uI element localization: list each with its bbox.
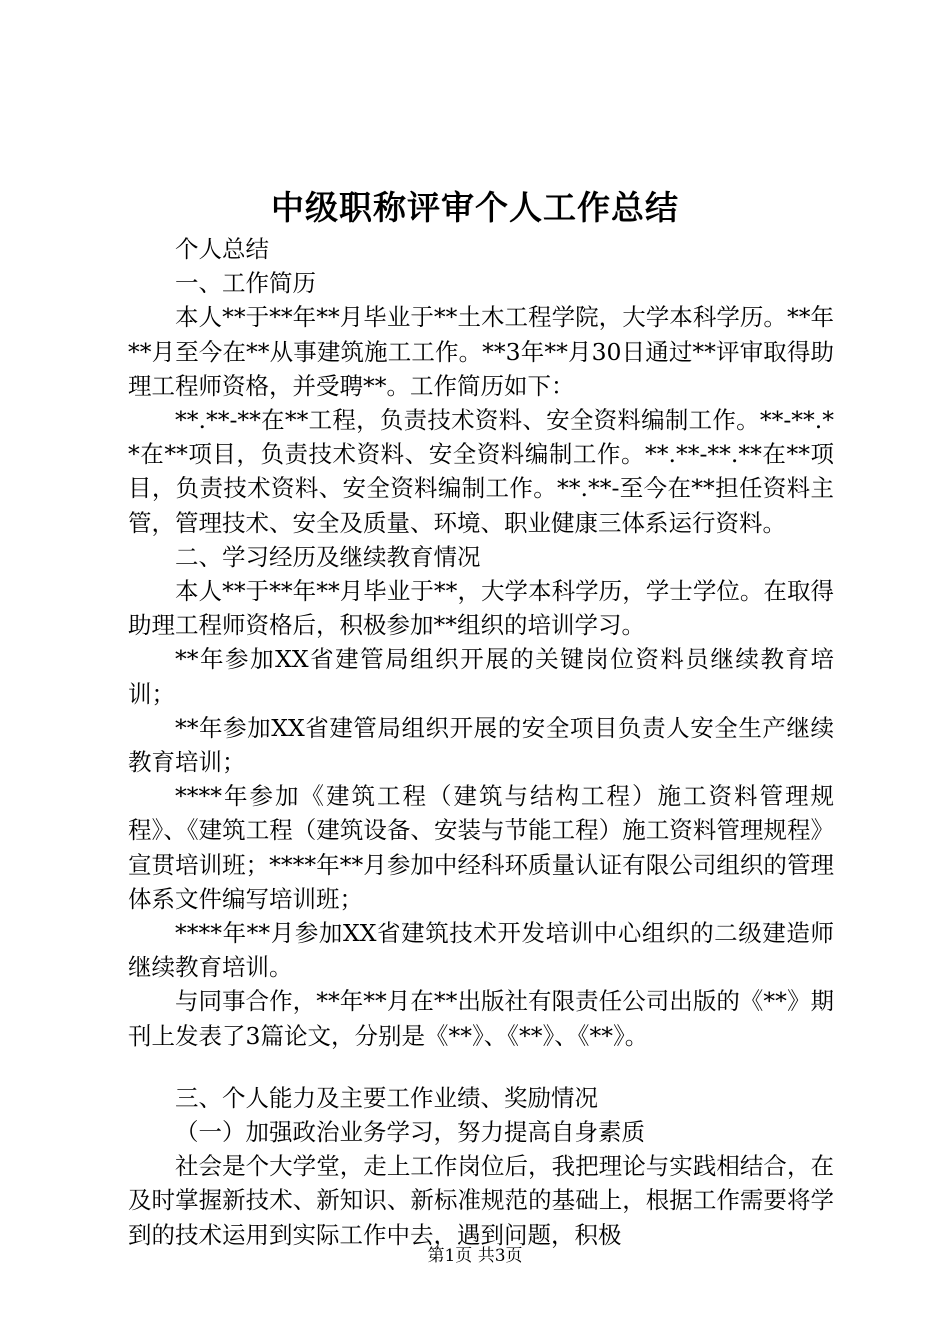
paragraph-work-history-list: **.**-**在**工程，负责技术资料、安全资料编制工作。**-**.**在**项目，负责技术资料、安全资料编制工作。**.**-**.**在**项目，负责技术资料、安全资料编制工作。**.**-至今在**担任资料主管，管理技术、安全及质量、环境、职业健康三体系运行资料。	[128, 406, 834, 537]
paragraph-training-3: ****年参加《建筑工程（建筑与结构工程）施工资料管理规程》、《建筑工程（建筑设备、安装与节能工程）施工资料管理规程》宣贯培训班；****年**月参加中经科环质量认证有限公司组织的管理体系文件编写培训班；	[128, 782, 834, 913]
paragraph-personal-summary: 个人总结	[175, 235, 269, 263]
paragraph-work-intro: 本人**于**年**月毕业于**土木工程学院，大学本科学历。**年**月至今在**从事建筑施工工作。**3年**月30日通过**评审取得助理工程师资格，并受聘**。工作简历如下：	[128, 303, 834, 400]
paragraph-publications: 与同事合作，**年**月在**出版社有限责任公司出版的《**》期刊上发表了3篇论文，分别是《**》、《**》、《**》。	[128, 987, 834, 1050]
paragraph-training-2: **年参加XX省建管局组织开展的安全项目负责人安全生产继续教育培训；	[128, 713, 834, 777]
document-body	[128, 232, 834, 1252]
subheading-political-study: （一）加强政治业务学习，努力提高自身素质	[175, 1118, 645, 1147]
heading-education: 二、学习经历及继续教育情况	[175, 542, 481, 571]
paragraph-political-study: 社会是个大学堂，走上工作岗位后，我把理论与实践相结合，在及时掌握新技术、新知识、新标准规范的基础上，根据工作需要将学到的技术运用到实际工作中去，遇到问题，积极	[128, 1152, 834, 1249]
page-number-footer: 第1页 共3页	[427, 1246, 523, 1266]
paragraph-training-1: **年参加XX省建管局组织开展的关键岗位资料员继续教育培训；	[128, 645, 834, 708]
paragraph-education-intro: 本人**于**年**月毕业于**，大学本科学历，学士学位。在取得助理工程师资格后，积极参加**组织的培训学习。	[128, 577, 834, 640]
heading-abilities: 三、个人能力及主要工作业绩、奖励情况	[175, 1083, 598, 1112]
paragraph-training-4: ****年**月参加XX省建筑技术开发培训中心组织的二级建造师继续教育培训。	[128, 919, 834, 982]
document-title: 中级职称评审个人工作总结	[271, 188, 679, 227]
heading-work-history: 一、工作简历	[175, 269, 316, 298]
